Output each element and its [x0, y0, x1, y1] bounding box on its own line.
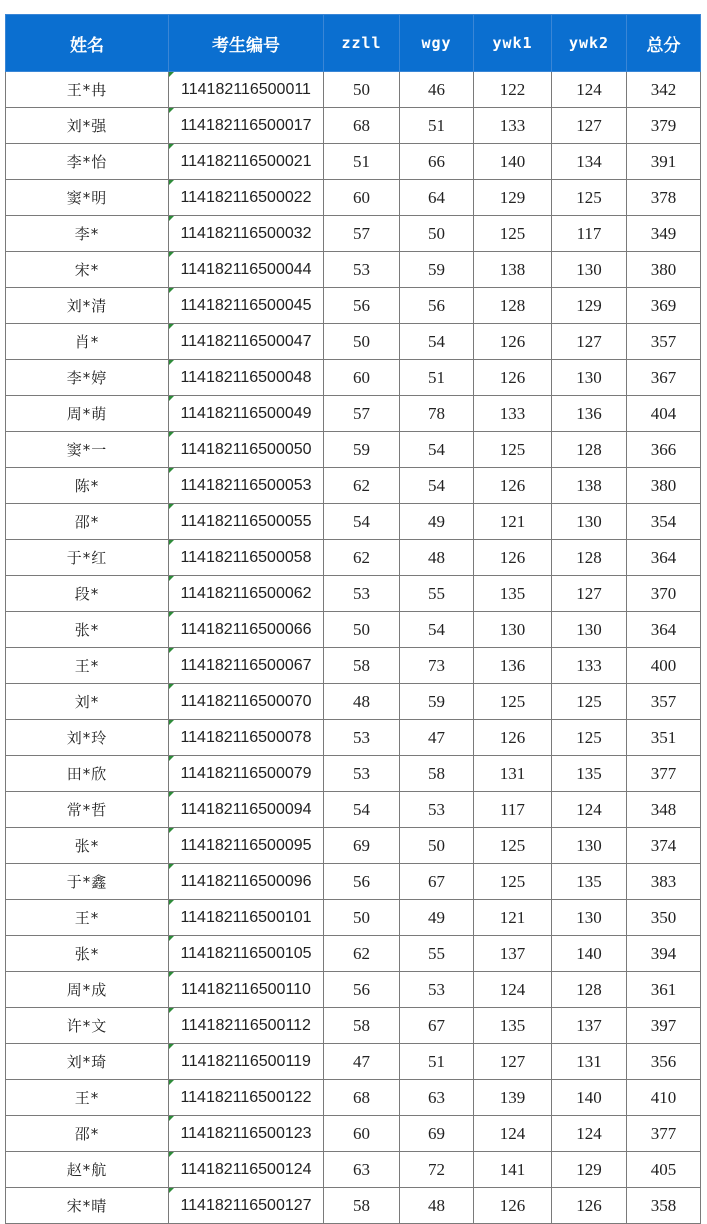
cell-name: 陈* — [6, 468, 169, 504]
cell-exam-id: 114182116500119 — [169, 1044, 324, 1080]
table-row — [6, 864, 701, 900]
cell-ywk1: 125 — [474, 432, 552, 468]
cell-ywk1: 121 — [474, 900, 552, 936]
cell-total: 348 — [627, 792, 701, 828]
cell-total: 354 — [627, 504, 701, 540]
cell-ywk1: 131 — [474, 756, 552, 792]
cell-name: 张* — [6, 828, 169, 864]
cell-ywk2: 134 — [552, 144, 627, 180]
cell-total: 380 — [627, 468, 701, 504]
cell-name: 肖* — [6, 324, 169, 360]
table-row — [6, 324, 701, 360]
cell-zzll: 53 — [324, 576, 400, 612]
cell-ywk2: 126 — [552, 1188, 627, 1224]
cell-ywk1: 135 — [474, 1008, 552, 1044]
cell-exam-id: 114182116500053 — [169, 468, 324, 504]
cell-ywk1: 138 — [474, 252, 552, 288]
cell-ywk1: 135 — [474, 576, 552, 612]
cell-total: 378 — [627, 180, 701, 216]
cell-zzll: 50 — [324, 72, 400, 108]
cell-ywk1: 133 — [474, 108, 552, 144]
cell-total: 366 — [627, 432, 701, 468]
cell-total: 404 — [627, 396, 701, 432]
cell-exam-id: 114182116500047 — [169, 324, 324, 360]
cell-exam-id: 114182116500062 — [169, 576, 324, 612]
cell-ywk1: 125 — [474, 864, 552, 900]
cell-total: 364 — [627, 540, 701, 576]
cell-zzll: 58 — [324, 1008, 400, 1044]
cell-zzll: 54 — [324, 792, 400, 828]
table-row — [6, 396, 701, 432]
header-row — [6, 15, 701, 72]
cell-exam-id: 114182116500079 — [169, 756, 324, 792]
cell-ywk1: 139 — [474, 1080, 552, 1116]
cell-wgy: 50 — [400, 216, 474, 252]
cell-wgy: 54 — [400, 612, 474, 648]
cell-ywk1: 136 — [474, 648, 552, 684]
cell-wgy: 53 — [400, 792, 474, 828]
cell-ywk1: 129 — [474, 180, 552, 216]
cell-wgy: 73 — [400, 648, 474, 684]
cell-wgy: 51 — [400, 108, 474, 144]
cell-name: 王* — [6, 1080, 169, 1116]
cell-name: 刘*强 — [6, 108, 169, 144]
cell-ywk2: 127 — [552, 324, 627, 360]
cell-exam-id: 114182116500022 — [169, 180, 324, 216]
cell-wgy: 78 — [400, 396, 474, 432]
cell-ywk2: 117 — [552, 216, 627, 252]
cell-name: 赵*航 — [6, 1152, 169, 1188]
cell-exam-id: 114182116500058 — [169, 540, 324, 576]
cell-zzll: 50 — [324, 612, 400, 648]
cell-ywk2: 135 — [552, 756, 627, 792]
cell-wgy: 49 — [400, 504, 474, 540]
cell-ywk2: 130 — [552, 900, 627, 936]
cell-wgy: 67 — [400, 1008, 474, 1044]
table-row — [6, 792, 701, 828]
cell-exam-id: 114182116500011 — [169, 72, 324, 108]
cell-ywk1: 126 — [474, 720, 552, 756]
cell-ywk1: 126 — [474, 324, 552, 360]
cell-total: 377 — [627, 1116, 701, 1152]
cell-wgy: 54 — [400, 432, 474, 468]
cell-ywk2: 124 — [552, 792, 627, 828]
cell-name: 田*欣 — [6, 756, 169, 792]
cell-wgy: 54 — [400, 324, 474, 360]
cell-zzll: 62 — [324, 540, 400, 576]
cell-total: 397 — [627, 1008, 701, 1044]
cell-total: 356 — [627, 1044, 701, 1080]
table-body — [6, 72, 701, 1224]
cell-zzll: 62 — [324, 468, 400, 504]
cell-wgy: 49 — [400, 900, 474, 936]
table-row — [6, 180, 701, 216]
cell-exam-id: 114182116500122 — [169, 1080, 324, 1116]
cell-name: 刘* — [6, 684, 169, 720]
cell-exam-id: 114182116500045 — [169, 288, 324, 324]
cell-zzll: 50 — [324, 900, 400, 936]
cell-ywk1: 125 — [474, 216, 552, 252]
cell-total: 405 — [627, 1152, 701, 1188]
cell-name: 张* — [6, 936, 169, 972]
cell-exam-id: 114182116500078 — [169, 720, 324, 756]
table-row — [6, 720, 701, 756]
cell-ywk1: 133 — [474, 396, 552, 432]
cell-zzll: 53 — [324, 252, 400, 288]
cell-total: 350 — [627, 900, 701, 936]
cell-exam-id: 114182116500055 — [169, 504, 324, 540]
cell-total: 369 — [627, 288, 701, 324]
cell-wgy: 67 — [400, 864, 474, 900]
cell-wgy: 51 — [400, 360, 474, 396]
cell-name: 邵* — [6, 504, 169, 540]
header-name: 姓名 — [6, 15, 169, 72]
cell-zzll: 62 — [324, 936, 400, 972]
cell-ywk1: 121 — [474, 504, 552, 540]
cell-name: 李*婷 — [6, 360, 169, 396]
cell-ywk2: 140 — [552, 936, 627, 972]
cell-exam-id: 114182116500021 — [169, 144, 324, 180]
cell-name: 段* — [6, 576, 169, 612]
cell-total: 400 — [627, 648, 701, 684]
cell-total: 380 — [627, 252, 701, 288]
table-row — [6, 1008, 701, 1044]
cell-wgy: 58 — [400, 756, 474, 792]
cell-ywk2: 130 — [552, 504, 627, 540]
score-table — [5, 14, 701, 1224]
cell-zzll: 54 — [324, 504, 400, 540]
cell-exam-id: 114182116500095 — [169, 828, 324, 864]
cell-total: 410 — [627, 1080, 701, 1116]
cell-wgy: 59 — [400, 684, 474, 720]
cell-wgy: 48 — [400, 1188, 474, 1224]
cell-zzll: 68 — [324, 108, 400, 144]
cell-zzll: 51 — [324, 144, 400, 180]
table-row — [6, 288, 701, 324]
table-row — [6, 648, 701, 684]
cell-total: 349 — [627, 216, 701, 252]
cell-wgy: 53 — [400, 972, 474, 1008]
cell-ywk2: 137 — [552, 1008, 627, 1044]
cell-wgy: 47 — [400, 720, 474, 756]
cell-ywk2: 130 — [552, 612, 627, 648]
cell-total: 357 — [627, 324, 701, 360]
cell-zzll: 68 — [324, 1080, 400, 1116]
table-row — [6, 360, 701, 396]
cell-zzll: 57 — [324, 216, 400, 252]
cell-total: 374 — [627, 828, 701, 864]
table-row — [6, 1152, 701, 1188]
cell-name: 窦*明 — [6, 180, 169, 216]
cell-wgy: 64 — [400, 180, 474, 216]
cell-ywk2: 125 — [552, 720, 627, 756]
cell-zzll: 60 — [324, 1116, 400, 1152]
cell-zzll: 50 — [324, 324, 400, 360]
cell-ywk2: 128 — [552, 540, 627, 576]
table-header — [6, 15, 701, 72]
cell-ywk1: 130 — [474, 612, 552, 648]
cell-ywk2: 125 — [552, 684, 627, 720]
cell-exam-id: 114182116500094 — [169, 792, 324, 828]
cell-ywk1: 126 — [474, 1188, 552, 1224]
cell-name: 刘*玲 — [6, 720, 169, 756]
cell-zzll: 53 — [324, 720, 400, 756]
cell-ywk2: 130 — [552, 252, 627, 288]
cell-ywk1: 127 — [474, 1044, 552, 1080]
table-row — [6, 108, 701, 144]
table-row — [6, 900, 701, 936]
cell-name: 刘*琦 — [6, 1044, 169, 1080]
cell-total: 357 — [627, 684, 701, 720]
table-row — [6, 972, 701, 1008]
cell-ywk2: 127 — [552, 108, 627, 144]
cell-wgy: 55 — [400, 936, 474, 972]
cell-zzll: 56 — [324, 864, 400, 900]
cell-zzll: 59 — [324, 432, 400, 468]
cell-ywk2: 129 — [552, 1152, 627, 1188]
table-row — [6, 540, 701, 576]
cell-ywk2: 136 — [552, 396, 627, 432]
cell-ywk2: 131 — [552, 1044, 627, 1080]
cell-ywk2: 140 — [552, 1080, 627, 1116]
cell-ywk2: 124 — [552, 72, 627, 108]
cell-name: 常*哲 — [6, 792, 169, 828]
header-total: 总分 — [627, 15, 701, 72]
table-row — [6, 504, 701, 540]
table-row — [6, 216, 701, 252]
cell-zzll: 60 — [324, 180, 400, 216]
cell-wgy: 54 — [400, 468, 474, 504]
cell-wgy: 63 — [400, 1080, 474, 1116]
cell-zzll: 56 — [324, 288, 400, 324]
cell-ywk2: 133 — [552, 648, 627, 684]
cell-exam-id: 114182116500044 — [169, 252, 324, 288]
cell-name: 李* — [6, 216, 169, 252]
cell-wgy: 72 — [400, 1152, 474, 1188]
header-ywk2: ywk2 — [552, 15, 627, 72]
cell-exam-id: 114182116500124 — [169, 1152, 324, 1188]
cell-exam-id: 114182116500070 — [169, 684, 324, 720]
table-row — [6, 432, 701, 468]
cell-total: 391 — [627, 144, 701, 180]
cell-zzll: 57 — [324, 396, 400, 432]
cell-total: 370 — [627, 576, 701, 612]
table-row — [6, 1188, 701, 1224]
score-sheet — [5, 14, 700, 1224]
cell-name: 李*怡 — [6, 144, 169, 180]
cell-ywk2: 138 — [552, 468, 627, 504]
cell-total: 361 — [627, 972, 701, 1008]
cell-exam-id: 114182116500096 — [169, 864, 324, 900]
cell-name: 王* — [6, 900, 169, 936]
table-row — [6, 828, 701, 864]
cell-name: 窦*一 — [6, 432, 169, 468]
cell-ywk1: 126 — [474, 360, 552, 396]
cell-exam-id: 114182116500067 — [169, 648, 324, 684]
table-row — [6, 1044, 701, 1080]
cell-ywk2: 124 — [552, 1116, 627, 1152]
cell-name: 许*文 — [6, 1008, 169, 1044]
cell-exam-id: 114182116500032 — [169, 216, 324, 252]
cell-total: 351 — [627, 720, 701, 756]
cell-ywk1: 126 — [474, 468, 552, 504]
cell-zzll: 56 — [324, 972, 400, 1008]
table-row — [6, 684, 701, 720]
cell-wgy: 56 — [400, 288, 474, 324]
cell-name: 宋* — [6, 252, 169, 288]
table-row — [6, 1080, 701, 1116]
cell-ywk1: 117 — [474, 792, 552, 828]
cell-ywk1: 141 — [474, 1152, 552, 1188]
cell-name: 刘*清 — [6, 288, 169, 324]
cell-name: 宋*晴 — [6, 1188, 169, 1224]
cell-ywk1: 128 — [474, 288, 552, 324]
cell-exam-id: 114182116500048 — [169, 360, 324, 396]
cell-wgy: 69 — [400, 1116, 474, 1152]
cell-exam-id: 114182116500127 — [169, 1188, 324, 1224]
cell-zzll: 63 — [324, 1152, 400, 1188]
cell-ywk1: 126 — [474, 540, 552, 576]
table-row — [6, 756, 701, 792]
header-exam-id: 考生编号 — [169, 15, 324, 72]
table-row — [6, 576, 701, 612]
cell-wgy: 46 — [400, 72, 474, 108]
cell-ywk1: 140 — [474, 144, 552, 180]
cell-exam-id: 114182116500066 — [169, 612, 324, 648]
cell-wgy: 50 — [400, 828, 474, 864]
cell-ywk2: 128 — [552, 972, 627, 1008]
cell-exam-id: 114182116500017 — [169, 108, 324, 144]
table-row — [6, 144, 701, 180]
cell-zzll: 48 — [324, 684, 400, 720]
header-zzll: zzll — [324, 15, 400, 72]
cell-ywk1: 124 — [474, 1116, 552, 1152]
cell-total: 379 — [627, 108, 701, 144]
cell-name: 于*鑫 — [6, 864, 169, 900]
cell-zzll: 53 — [324, 756, 400, 792]
cell-ywk2: 129 — [552, 288, 627, 324]
cell-exam-id: 114182116500105 — [169, 936, 324, 972]
table-row — [6, 936, 701, 972]
cell-ywk2: 130 — [552, 828, 627, 864]
cell-wgy: 51 — [400, 1044, 474, 1080]
header-wgy: wgy — [400, 15, 474, 72]
cell-exam-id: 114182116500112 — [169, 1008, 324, 1044]
cell-total: 383 — [627, 864, 701, 900]
cell-name: 王* — [6, 648, 169, 684]
table-row — [6, 468, 701, 504]
cell-total: 377 — [627, 756, 701, 792]
cell-exam-id: 114182116500101 — [169, 900, 324, 936]
table-row — [6, 72, 701, 108]
table-row — [6, 1116, 701, 1152]
cell-wgy: 66 — [400, 144, 474, 180]
cell-wgy: 55 — [400, 576, 474, 612]
cell-ywk1: 124 — [474, 972, 552, 1008]
cell-name: 周*萌 — [6, 396, 169, 432]
cell-zzll: 47 — [324, 1044, 400, 1080]
cell-wgy: 59 — [400, 252, 474, 288]
cell-ywk2: 130 — [552, 360, 627, 396]
cell-ywk1: 122 — [474, 72, 552, 108]
cell-ywk1: 125 — [474, 828, 552, 864]
cell-zzll: 58 — [324, 648, 400, 684]
cell-ywk2: 128 — [552, 432, 627, 468]
cell-total: 364 — [627, 612, 701, 648]
cell-ywk2: 125 — [552, 180, 627, 216]
cell-ywk1: 137 — [474, 936, 552, 972]
cell-total: 367 — [627, 360, 701, 396]
cell-total: 342 — [627, 72, 701, 108]
cell-name: 周*成 — [6, 972, 169, 1008]
cell-exam-id: 114182116500050 — [169, 432, 324, 468]
cell-ywk2: 135 — [552, 864, 627, 900]
cell-wgy: 48 — [400, 540, 474, 576]
cell-zzll: 69 — [324, 828, 400, 864]
cell-ywk2: 127 — [552, 576, 627, 612]
cell-name: 张* — [6, 612, 169, 648]
cell-zzll: 58 — [324, 1188, 400, 1224]
table-row — [6, 252, 701, 288]
cell-exam-id: 114182116500123 — [169, 1116, 324, 1152]
cell-name: 王*冉 — [6, 72, 169, 108]
cell-total: 394 — [627, 936, 701, 972]
header-ywk1: ywk1 — [474, 15, 552, 72]
cell-name: 邵* — [6, 1116, 169, 1152]
cell-total: 358 — [627, 1188, 701, 1224]
table-row — [6, 612, 701, 648]
cell-exam-id: 114182116500049 — [169, 396, 324, 432]
cell-exam-id: 114182116500110 — [169, 972, 324, 1008]
cell-name: 于*红 — [6, 540, 169, 576]
cell-zzll: 60 — [324, 360, 400, 396]
cell-ywk1: 125 — [474, 684, 552, 720]
